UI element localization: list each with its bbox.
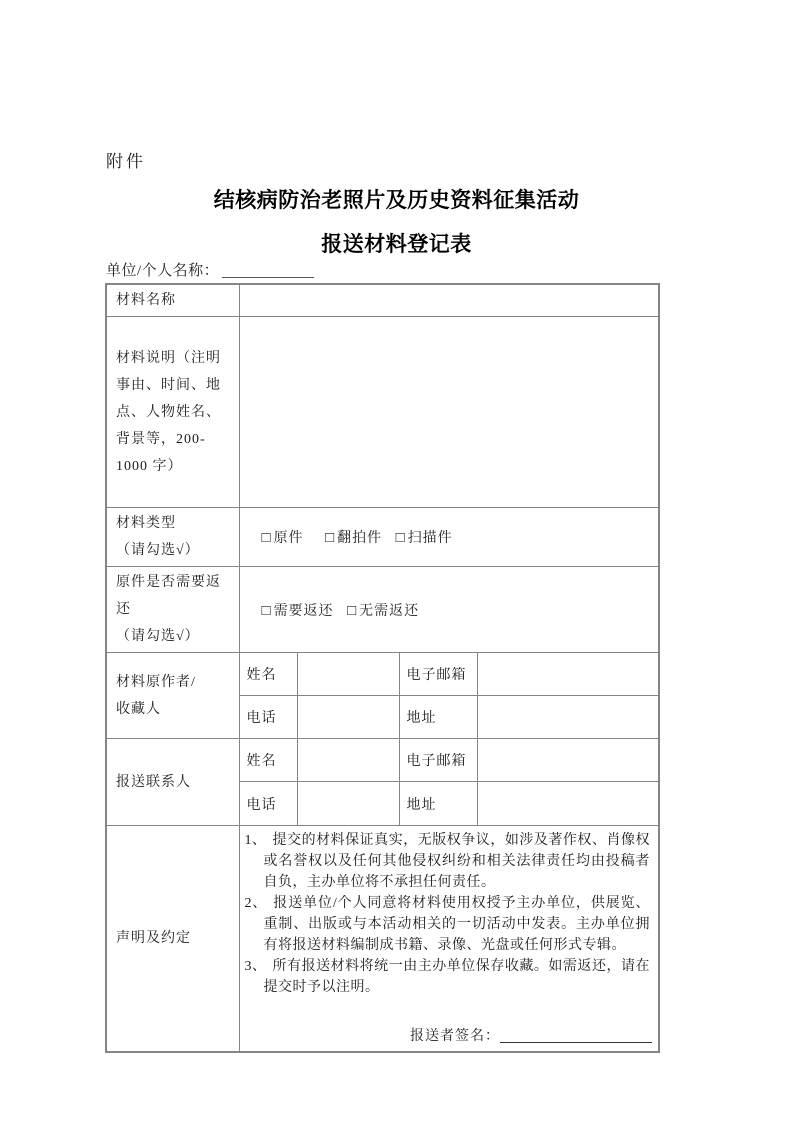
row-material-type: [106, 508, 659, 567]
contact-email-value-cell[interactable]: [477, 739, 659, 782]
contact-phone-value-cell[interactable]: [297, 782, 399, 826]
registration-table: [105, 283, 660, 1053]
author-name-label-cell: [239, 653, 297, 696]
row-declaration: [106, 826, 659, 1052]
author-label-cell: [106, 653, 239, 739]
material-type-options-cell: [239, 508, 659, 567]
row-material-name: [106, 284, 659, 317]
contact-name-label: 姓名: [246, 754, 277, 769]
material-desc-label: 材料说明（注明事由、时间、地点、人物姓名、背景等，200-1000 字）: [116, 350, 221, 474]
checkbox-icon[interactable]: □: [395, 530, 406, 546]
declaration-item-3-number: 3、: [244, 959, 267, 974]
row-return-original: [106, 567, 659, 653]
author-name-value-cell[interactable]: [297, 653, 399, 696]
document-title-line1: 结核病防治老照片及历史资料征集活动: [213, 189, 580, 212]
option-no-return-label: 无需返还: [359, 603, 420, 619]
option-return-needed-label: 需要返还: [273, 603, 334, 619]
author-address-label: 地址: [406, 711, 437, 726]
author-address-value-cell[interactable]: [477, 696, 659, 739]
return-original-label-cell: [106, 567, 239, 653]
author-email-value-cell[interactable]: [477, 653, 659, 696]
option-reshoot: [325, 531, 382, 546]
declaration-item-3: [245, 956, 651, 998]
material-type-label-cell: [106, 508, 239, 567]
option-original: [262, 531, 304, 546]
return-original-sublabel: （请勾选√）: [116, 629, 200, 644]
checkbox-icon[interactable]: □: [347, 602, 358, 619]
declaration-label-cell: [106, 826, 239, 1052]
author-email-label-cell: [399, 653, 477, 696]
option-scan-label: 扫描件: [407, 531, 453, 546]
checkbox-icon[interactable]: □: [261, 530, 272, 546]
material-name-label: 材料名称: [116, 293, 176, 308]
declaration-item-2-text: 报送单位/个人同意将材料使用权授予主办单位，供展览、重制、出版或与本活动相关的一切活动中发表。主办单位拥有将报送材料编制成书籍、录像、光盘或任何形式专辑。: [263, 896, 651, 953]
signature-blank-field[interactable]: [500, 1027, 652, 1043]
author-phone-label: 电话: [246, 711, 277, 726]
org-name-line: [106, 259, 314, 280]
contact-name-label-cell: [239, 739, 297, 782]
row-contact-name-email: [106, 739, 659, 782]
author-phone-value-cell[interactable]: [297, 696, 399, 739]
contact-address-label: 地址: [406, 797, 437, 813]
contact-phone-label: 电话: [246, 797, 277, 813]
declaration-item-3-text: 所有报送材料将统一由主办单位保存收藏。如需返还，请在提交时予以注明。: [263, 959, 651, 995]
contact-address-label-cell: [399, 782, 477, 826]
author-name-label: 姓名: [246, 668, 277, 683]
declaration-content-cell: [239, 826, 659, 1052]
return-original-label: 原件是否需要返还: [116, 575, 221, 617]
return-original-options-cell: [239, 567, 659, 653]
signature-line: [410, 1025, 652, 1045]
declaration-item-1: [245, 830, 651, 893]
material-type-label: 材料类型: [116, 516, 176, 531]
option-original-label: 原件: [273, 531, 304, 546]
material-name-label-cell: [106, 284, 239, 317]
declaration-item-1-text: 提交的材料保证真实，无版权争议，如涉及著作权、肖像权或名誉权以及任何其他侵权纠纷和相关法律责任均由投稿者自负，主办单位将不承担任何责任。: [263, 833, 651, 890]
contact-name-value-cell[interactable]: [297, 739, 399, 782]
option-reshoot-label: 翻拍件: [337, 531, 383, 546]
option-no-return: [347, 604, 419, 619]
checkbox-icon[interactable]: □: [325, 530, 336, 546]
signature-label: 报送者签名：: [410, 1028, 500, 1044]
contact-label-cell: [106, 739, 239, 826]
option-return-needed: [262, 604, 334, 619]
org-name-blank-field[interactable]: [222, 261, 314, 278]
org-name-label: 单位/个人名称：: [106, 263, 220, 279]
author-phone-label-cell: [239, 696, 297, 739]
author-label-line2: 收藏人: [116, 701, 161, 717]
checkbox-icon[interactable]: □: [261, 602, 272, 619]
material-type-sublabel: （请勾选√）: [116, 543, 200, 558]
row-material-desc: [106, 317, 659, 508]
contact-address-value-cell[interactable]: [477, 782, 659, 826]
document-title-line2: 报送材料登记表: [321, 233, 472, 256]
option-scan: [396, 531, 453, 546]
author-label-line1: 材料原作者/: [116, 674, 196, 690]
declaration-label: 声明及约定: [116, 930, 191, 946]
material-name-value-cell[interactable]: [239, 284, 659, 317]
material-desc-label-cell: [106, 317, 239, 508]
contact-email-label-cell: [399, 739, 477, 782]
attachment-label: 附件: [106, 152, 146, 171]
material-desc-value-cell[interactable]: [239, 317, 659, 508]
declaration-item-2: [245, 893, 651, 956]
row-author-name-email: [106, 653, 659, 696]
author-email-label: 电子邮箱: [406, 668, 467, 683]
declaration-item-2-number: 2、: [244, 896, 268, 911]
contact-email-label: 电子邮箱: [406, 754, 467, 769]
contact-label: 报送联系人: [116, 774, 191, 790]
author-address-label-cell: [399, 696, 477, 739]
declaration-item-1-number: 1、: [244, 833, 267, 848]
contact-phone-label-cell: [239, 782, 297, 826]
